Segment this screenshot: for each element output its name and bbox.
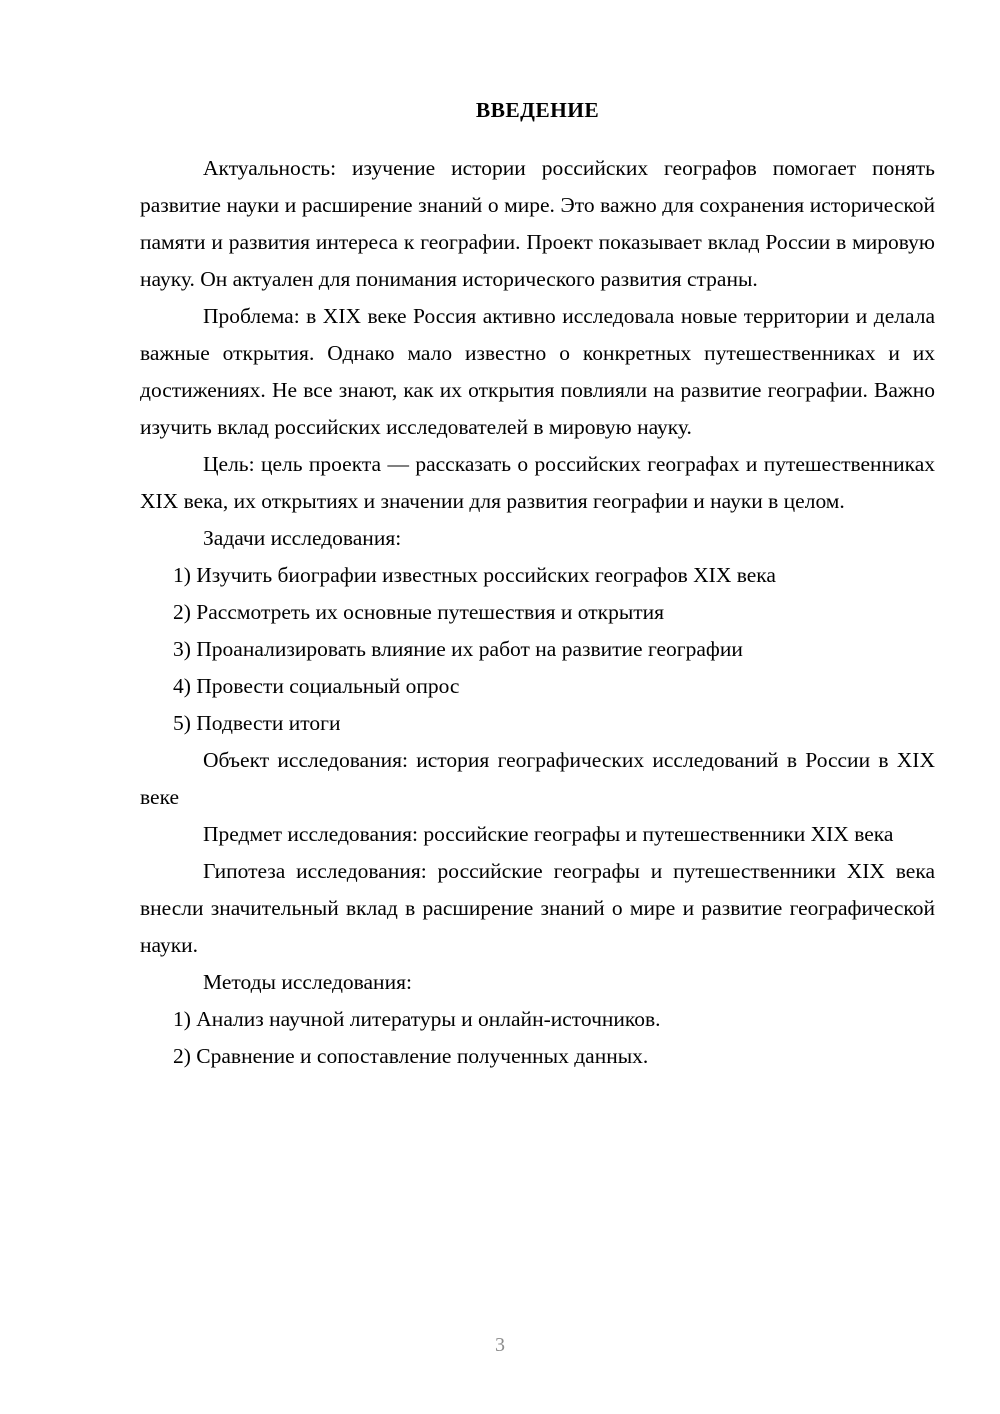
page-number: 3 — [495, 1334, 505, 1356]
tasks-heading: Задачи исследования: — [203, 526, 402, 550]
page-title: ВВЕДЕНИЕ — [475, 98, 600, 122]
relevance-paragraph: Актуальность: изучение истории российских географов помогает понять развитие науки и расширение знаний о мире. Это важно для сохранения исторической памяти и развития интереса к географии. Проект показывает вклад России в мировую науку. Он актуален для понимания исторического развития страны. — [140, 156, 935, 291]
method-item-1: 1) Анализ научной литературы и онлайн-источников. — [173, 1007, 661, 1031]
method-item-2: 2) Сравнение и сопоставление полученных данных. — [173, 1044, 649, 1068]
task-item-3: 3) Проанализировать влияние их работ на развитие географии — [173, 637, 743, 661]
object-paragraph: Объект исследования: история географических исследований в России в XIX веке — [140, 748, 935, 809]
task-item-4: 4) Провести социальный опрос — [173, 674, 460, 698]
text-block-list — [140, 150, 935, 1075]
task-item-5: 5) Подвести итоги — [173, 711, 341, 735]
task-item-2: 2) Рассмотреть их основные путешествия и открытия — [173, 600, 665, 624]
hypothesis-paragraph: Гипотеза исследования: российские географы и путешественники XIX века внесли значительный вклад в расширение знаний о мире и развитие географической науки. — [140, 859, 935, 957]
document-body — [140, 92, 935, 1075]
task-item-1: 1) Изучить биографии известных российских географов XIX века — [173, 563, 776, 587]
methods-heading: Методы исследования: — [203, 970, 412, 994]
subject-paragraph: Предмет исследования: российские географы и путешественники XIX века — [203, 822, 894, 846]
goal-paragraph: Цель: цель проекта — рассказать о российских географах и путешественниках XIX века, их открытиях и значении для развития географии и науки в целом. — [140, 452, 935, 513]
problem-paragraph: Проблема: в XIX веке Россия активно исследовала новые территории и делала важные открытия. Однако мало известно о конкретных путешественниках и их достижениях. Не все знают, как их открытия повлияли на развитие географии. Важно изучить вклад российских исследователей в мировую науку. — [140, 304, 935, 439]
